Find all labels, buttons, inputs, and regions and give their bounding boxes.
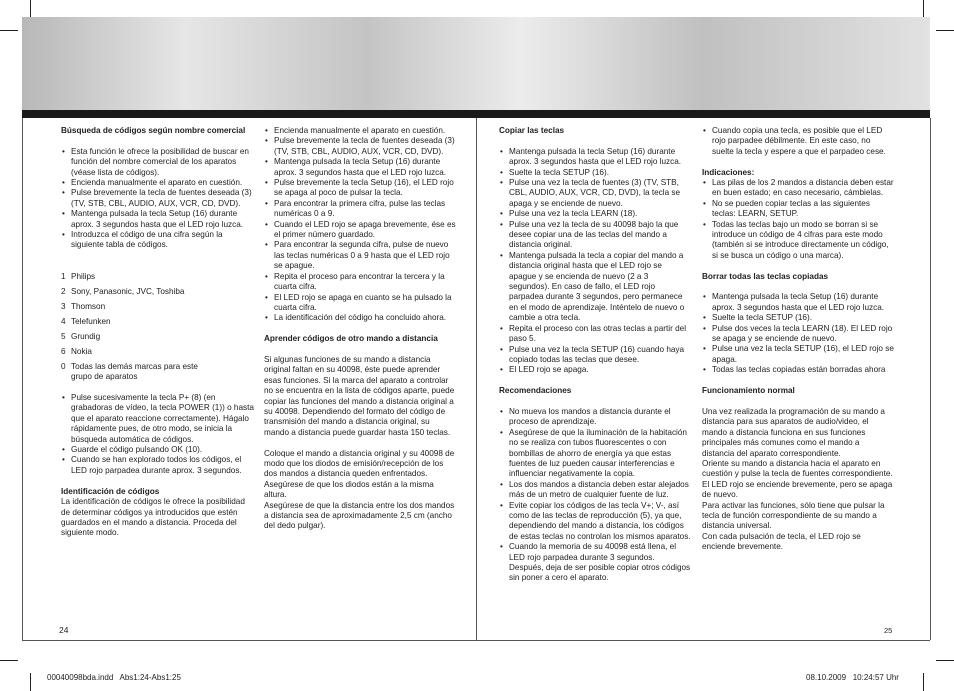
footer-timestamp: 08.10.2009 10:24:57 Uhr [806,673,899,682]
right-column-2 [702,126,894,553]
right-column-1 [499,126,691,584]
bullet: • Cuando la memoria de su 40098 está llena, el LED rojo parpadea durante 3 segundos. Después, deja de ser posible copiar otros códigos sin poner a cero el aparato. [499,542,691,584]
paragraph: Si algunas funciones de su mando a distancia original faltan en su 40098, éste puede aprender esas funciones. Si la marca del aparato a controlar no se encuentra en la lista de códigos aparte, puede copiar las funciones del mando a distancia original a su 40098. Dependiendo del formato del código de transmisión del mando a distancia original, su mando a distancia puede guardar hasta 150 teclas. [264,354,455,437]
bullet: • Cuando se han explorado todos los códigos, el LED rojo parpadea durante aprox. 3 segundos. [61,455,256,476]
bullet: • Pulse brevemente la tecla Setup (16), el LED rojo se apaga al poco de pulsar la tecla. [264,178,456,199]
bullet: • Repita el proceso con las otras teclas a partir del paso 5. [499,324,691,345]
page-number-right: 25 [884,626,893,635]
bullet: • Mantenga pulsada la tecla Setup (16) durante aprox. 3 segundos hasta que el LED rojo luzca. [61,209,256,230]
bullet: • Repita el proceso para encontrar la tercera y la cuarta cifra. [264,272,456,293]
crop-mark [30,673,31,691]
bullet: • Pulse brevemente la tecla de fuentes deseada (3) (TV, STB, CBL, AUDIO, AUX, VCR, CD, DVD). [264,136,456,157]
section-heading: Recomendaciones [499,386,572,396]
code-row: 5 Grundig [61,331,101,341]
bullet: • Suelte la tecla SETUP (16). [499,168,691,178]
crop-mark [0,30,18,31]
code-row: 6 Nokia [61,346,92,356]
code-row: 2 Sony, Panasonic, JVC, Toshiba [61,286,185,296]
bullet: • Pulse sucesivamente la tecla P+ (8) (en grabadoras de vídeo, la tecla POWER (1)) o hasta que el aparato reaccione correctamente). Hágalo rápidamente pues, de otro modo, se inicia la búsqueda automática de códigos. [61,393,256,445]
paragraph: Una vez realizada la programación de su mando a distancia para sus aparatos de audio/video, el mando a distancia funciona en sus funciones principales más comunes como el mando a distancia del aparato correspondiente. [702,406,885,458]
bullet: • Guarde el código pulsando OK (10). [61,445,256,455]
page-fold [476,118,477,640]
bullet: • Pulse una vez la tecla SETUP (16) cuando haya copiado todas las teclas que desee. [499,345,691,366]
bullet: • Pulse una vez la tecla SETUP (16), el LED rojo se apaga. [702,344,894,365]
bullet: • Todas las teclas bajo un modo se borran si se introduce un código de 4 cifras para este modo (también si se introduce directamente un código, si se busca un código o una marca). [702,220,894,262]
section-heading: Copiar las teclas [499,126,565,135]
page-number-left: 24 [59,625,69,635]
section-heading: Aprender códigos de otro mando a distancia [264,334,438,344]
paragraph: Para activar las funciones, sólo tiene que pulsar la tecla de función correspondiente de su mando a distancia universal. [702,500,885,531]
bullet: • Pulse una vez la tecla de fuentes (3) (TV, STB, CBL, AUDIO, AUX, VCR, CD, DVD), la tecla se apaga y se enciende de nuevo. [499,178,691,209]
bullet: • Todas las teclas copiadas están borradas ahora [702,365,894,375]
bullet: • Mantenga pulsada la tecla Setup (16) durante aprox. 3 segundos hasta que el LED rojo luzca. [702,292,894,313]
bullet: • Pulse brevemente la tecla de fuentes deseada (3) (TV, STB, CBL, AUDIO, AUX, VCR, CD, DVD). [61,188,256,209]
bullet: • Esta función le ofrece la posibilidad de buscar en función del nombre comercial de los aparatos (véase lista de códigos). [61,147,256,178]
page-border-right [930,118,931,640]
bullet: • No mueva los mandos a distancia durante el proceso de aprendizaje. [499,407,691,428]
bullet: • Los dos mandos a distancia deben estar alejados más de un metro de cualquier fuente de luz. [499,480,691,501]
left-column-1 [61,126,256,539]
bullet: • Encienda manualmente el aparato en cuestión. [264,126,456,136]
crop-mark [936,30,954,31]
page-border-left [22,118,23,640]
code-row: 3 Thomson [61,301,106,311]
header-bar [22,110,930,118]
header-banner [22,17,930,110]
paragraph: Asegúrese de que la distancia entre los dos mandos a distancia sea de aproximadamente 2,5 cm (ancho del dedo pulgar). [264,500,455,531]
bullet: • Suelte la tecla SETUP (16). [702,313,894,323]
crop-mark [923,0,924,18]
bullet: • Mantenga pulsada la tecla Setup (16) durante aprox. 3 segundos hasta que el LED rojo luzca. [264,157,456,178]
bullet: • No se pueden copiar teclas a las siguientes teclas: LEARN, SETUP. [702,199,894,220]
paragraph: Coloque el mando a distancia original y su 40098 de modo que los diodos de emisión/recepción de los dos mandos a distancia queden enfrentados. Asegúrese de que los diodos están a la misma altura. [264,448,455,500]
bullet: • Evite copiar los códigos de las tecla V+; V-, así como de las teclas de reproducción (5), ya que, dependiendo del mando a distancia, los códigos de estas teclas no controlan los mismos aparatos. [499,501,691,543]
bullet: • Mantenga pulsada la tecla a copiar del mando a distancia original hasta que el LED rojo se apague y se encienda de nuevo (2 a 3 segundos). En caso de fallo, el LED rojo parpadea durante 3 segundos, pero permanece en el modo de aprendizaje. Inténtelo de nuevo o cambie a otra tecla. [499,251,691,324]
bullet: • El LED rojo se apaga en cuanto se ha pulsado la cuarta cifra. [264,293,456,314]
section-heading: Búsqueda de códigos según nombre comercial [61,126,246,135]
bullet: • La identificación del código ha concluido ahora. [264,313,456,323]
bullet: • Mantenga pulsada la tecla Setup (16) durante aprox. 3 segundos hasta que el LED rojo luzca. [499,147,691,168]
code-row: 1 Philips [61,271,96,281]
paragraph: La identificación de códigos le ofrece la posibilidad de determinar códigos ya introducidos que estén guardados en el mando a distancia. Proceda del siguiente modo. [61,497,245,538]
bullet: • Pulse dos veces la tecla LEARN (18). El LED rojo se apaga y se enciende de nuevo. [702,324,894,345]
code-row: 4 Telefunken [61,316,111,326]
bullet: • Las pilas de los 2 mandos a distancia deben estar en buen estado; en caso necesario, cámbielas. [702,178,894,199]
bullet: • Pulse una vez la tecla de su 40098 bajo la que desee copiar una de las teclas del mando a distancia original. [499,220,691,251]
bullet: • Cuando copia una tecla, es posible que el LED rojo parpadee débilmente. En este caso, no suelte la tecla y espere a que el parpadeo cese. [702,126,894,157]
section-heading: Funcionamiento normal [702,386,795,396]
page-border-bottom [22,640,930,641]
crop-mark [936,660,954,661]
crop-mark [923,673,924,691]
bullet: • Introduzca el código de una cifra según la siguiente tabla de códigos. [61,230,256,251]
crop-mark [0,660,18,661]
left-column-2 [264,126,456,532]
footer-file-info: 00040098bda.indd Abs1:24-Abs1:25 [47,673,181,682]
bullet: • Encienda manualmente el aparato en cuestión. [61,178,256,188]
paragraph: Oriente su mando a distancia hacia el aparato en cuestión y pulse la tecla de fuentes correspondiente. El LED rojo se enciende brevemente, pero se apaga de nuevo. [702,458,893,500]
bullet: • Para encontrar la primera cifra, pulse las teclas numéricas 0 a 9. [264,199,456,220]
code-row: 0 Todas las demás marcas para este grupo de aparatos [61,361,198,382]
section-heading: Indicaciones: [702,167,755,177]
paragraph: Con cada pulsación de tecla, el LED rojo se enciende brevemente. [702,531,861,552]
bullet: • Para encontrar la segunda cifra, pulse de nuevo las teclas numéricas 0 a 9 hasta que el LED rojo se apague. [264,240,456,271]
crop-mark [30,0,31,18]
section-heading: Identificación de códigos [61,486,160,496]
section-heading: Borrar todas las teclas copiadas [702,271,829,281]
bullet: • Cuando el LED rojo se apaga brevemente, ése es el primer número guardado. [264,220,456,241]
bullet: • Asegúrese de que la iluminación de la habitación no se realiza con tubos fluorescentes o con bombillas de ahorro de energía ya que estas fuentes de luz pueden causar interferencias e influenciar negativamente la copia. [499,428,691,480]
bullet: • Pulse una vez la tecla LEARN (18). [499,209,691,219]
bullet: • El LED rojo se apaga. [499,365,691,375]
